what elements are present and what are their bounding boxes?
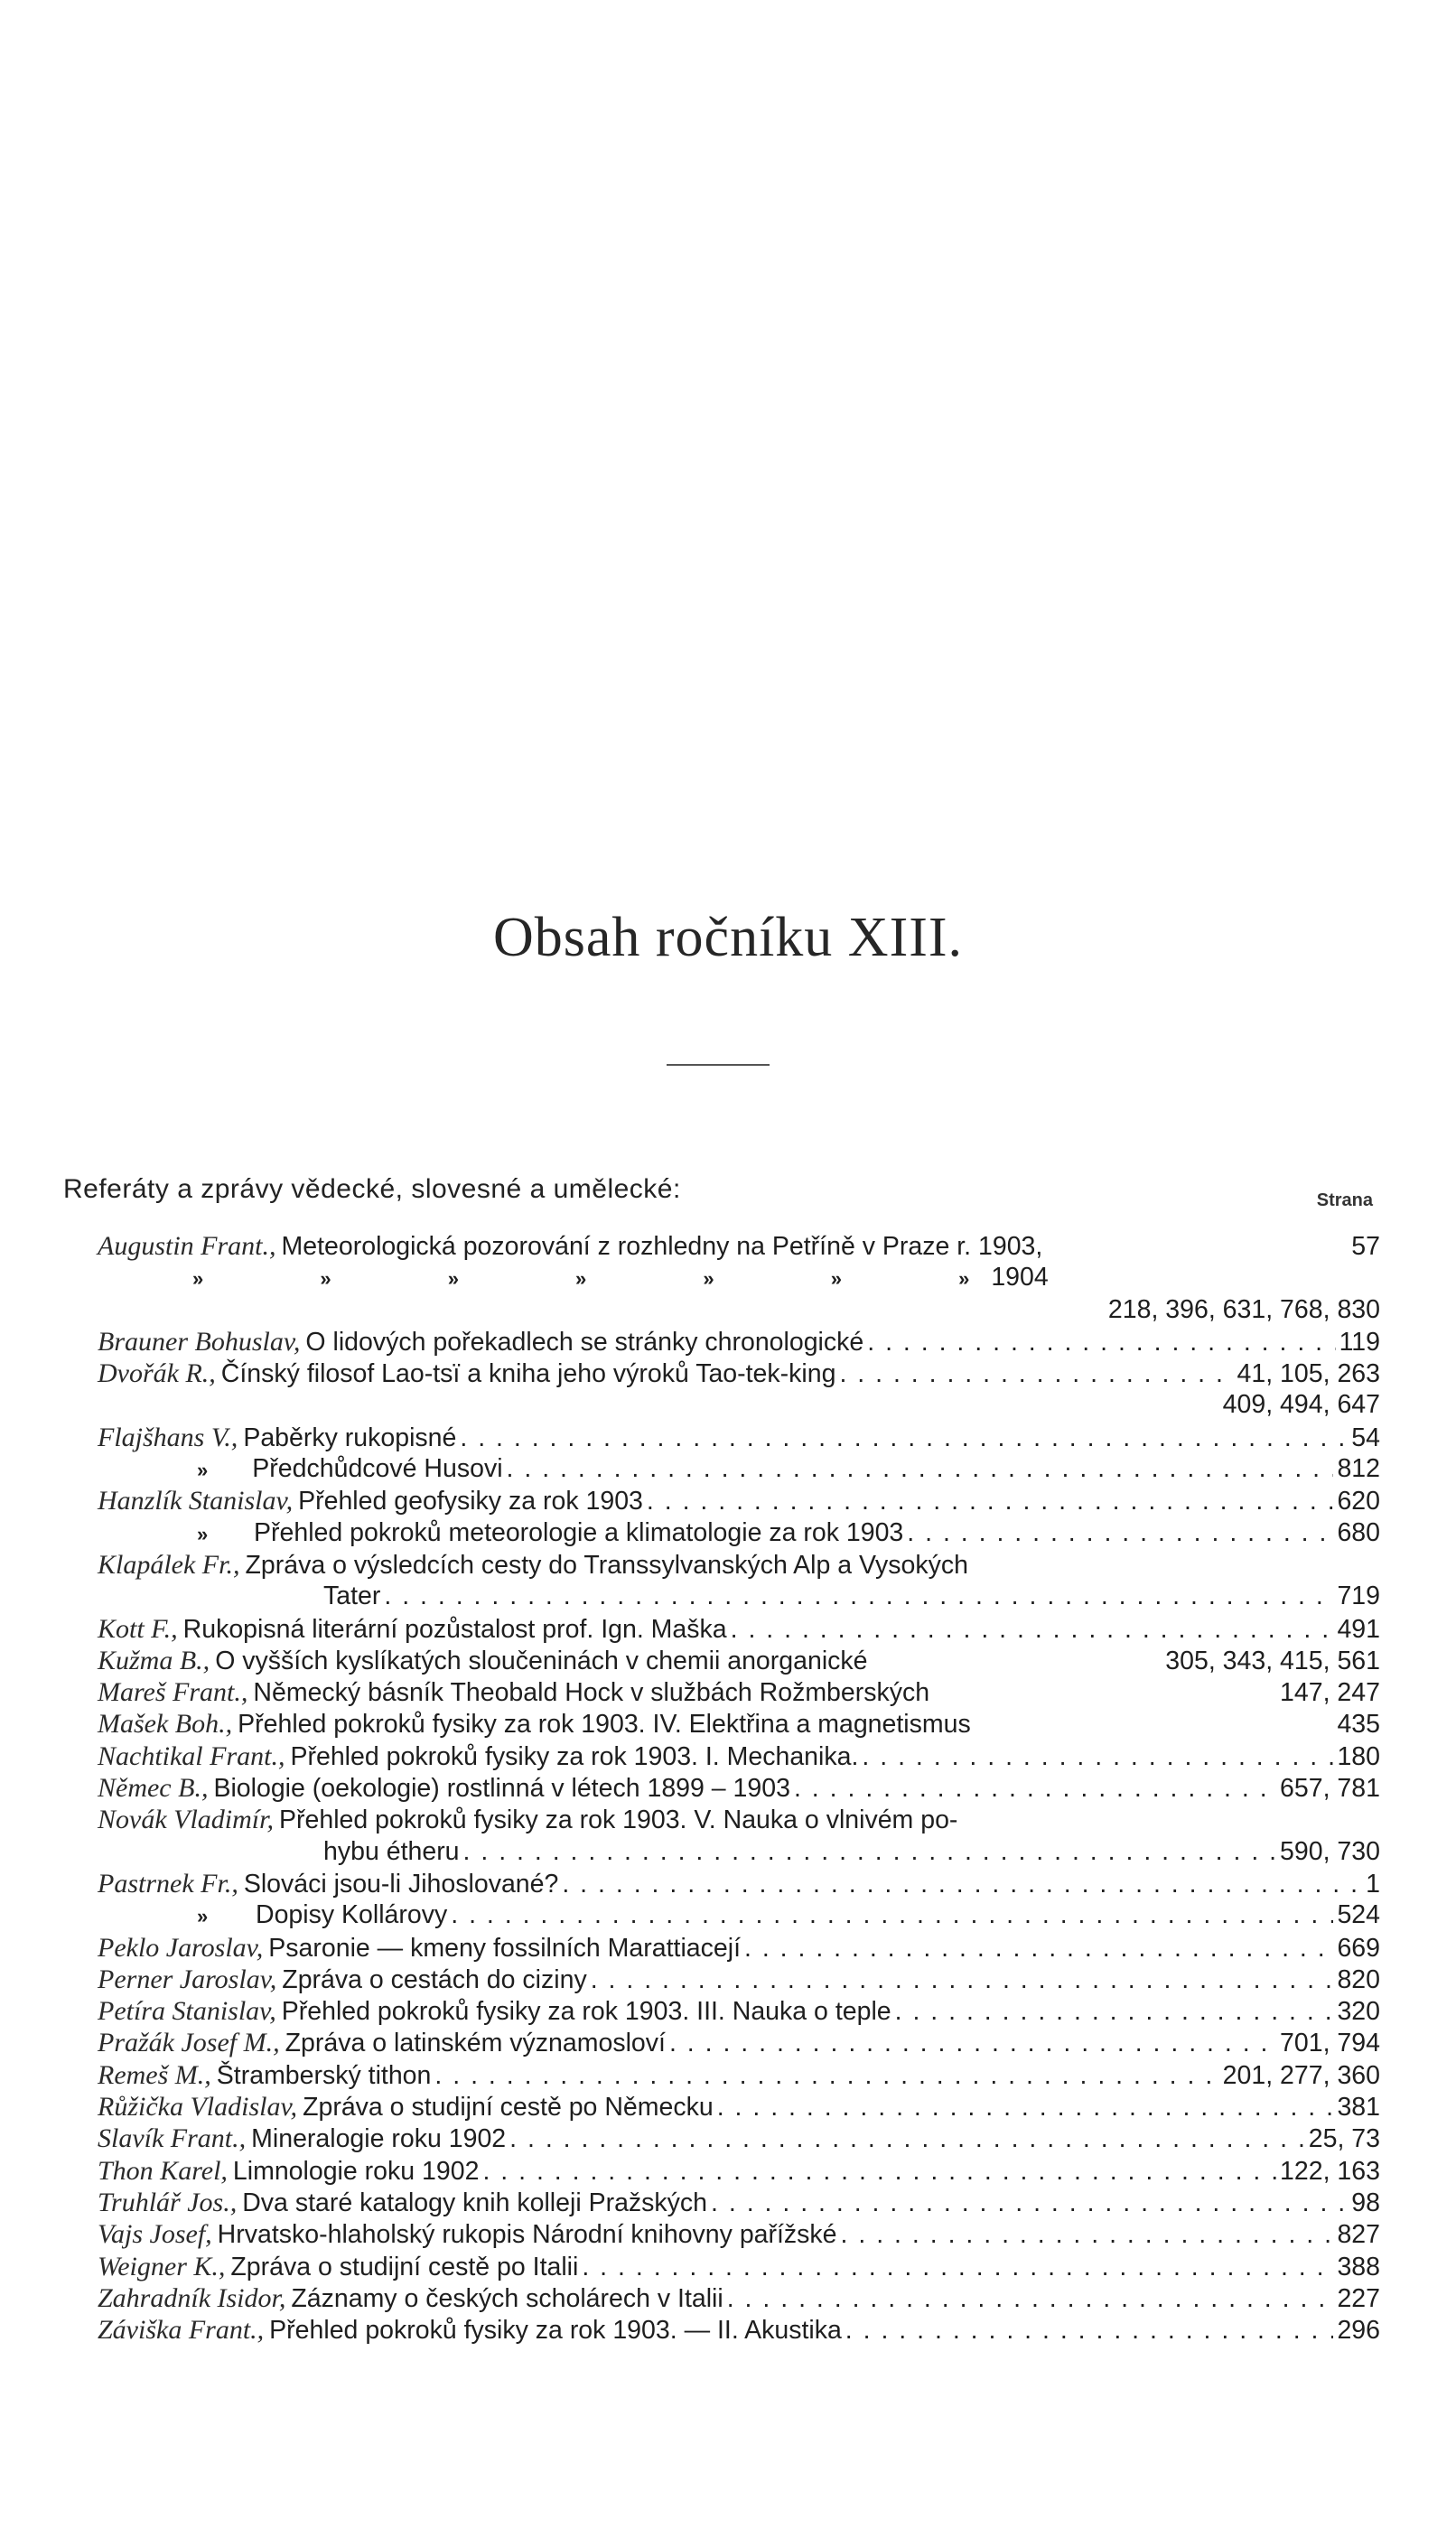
dot-leader [463,1837,1277,1867]
entry-author: Flajšhans V., [98,1422,238,1452]
entry-pages: 296 [1337,2316,1380,2346]
entry-author: Perner Jaroslav, [98,1964,277,1994]
entry-title: Přehled pokroků fysiky za rok 1903. III. Nauka o teple [281,1997,891,2027]
entry-author: Brauner Bohuslav, [98,1326,301,1357]
entry-pages: 227 [1337,2283,1380,2313]
dot-leader [744,1934,1333,1964]
list-item [98,1327,1380,1358]
entry-author: Hanzlík Stanislav, [98,1486,294,1516]
entry-title: Paběrky rukopisné [243,1423,457,1452]
dot-leader [711,2188,1348,2218]
ditto-mark: » [197,1905,209,1928]
list-item [98,1423,1380,1454]
dot-leader [727,2284,1334,2314]
entry-author: Vajs Josef, [98,2219,212,2250]
entry-title: Zpráva o latinském významosloví [285,2029,666,2058]
list-item [98,1741,1380,1773]
list-item [98,2219,1380,2251]
entry-author: Kužma B., [98,1645,210,1675]
entry-pages: 701, 794 [1280,2029,1380,2058]
list-item [98,2315,1380,2347]
dot-leader [384,1582,1333,1611]
entry-title-continued: hybu étheru [323,1836,460,1866]
dot-leader [731,1615,1334,1645]
entry-author: Petíra Stanislav, [98,1996,276,2027]
dot-leader [717,2093,1334,2123]
page-title: Obsah ročníku XIII. [492,907,964,968]
entry-title: Limnologie roku 1902 [232,2156,480,2186]
entry-title: Zpráva o studijní cestě po Německu [303,2093,714,2123]
list-item [98,1231,1380,1263]
dot-leader [895,1997,1334,2027]
entry-pages: 180 [1337,1741,1380,1771]
entry-pages: 719 [1337,1582,1380,1611]
entry-author: Růžička Vladislav, [98,2092,298,2123]
entry-author: Weigner K., [98,2251,226,2281]
entry-title: Meteorologická pozorování z rozhledny na Petříně v Praze r. 1903, [281,1232,1043,1261]
entry-title: Dopisy Kollárovy [256,1900,448,1930]
dot-leader [460,1423,1348,1453]
title-divider [667,1064,770,1066]
list-item [98,2252,1380,2283]
dot-leader [862,1742,1333,1772]
entry-pages: 680 [1337,1517,1380,1547]
dot-leader [591,1965,1334,1995]
list-item [98,2028,1380,2059]
list-item [98,1805,1380,1836]
entry-author: Kott F., [98,1613,178,1644]
list-item [98,2092,1380,2123]
entry-title: Předchůdcové Husovi [252,1454,503,1484]
list-item [98,1390,1380,1422]
list-item [98,1295,1380,1327]
entry-title: Mineralogie roku 1902 [251,2124,507,2154]
entry-title: Přehled pokroků fysiky za rok 1903. — II. Akustika [269,2316,842,2346]
list-item [98,2156,1380,2188]
entry-author: Klapálek Fr., [98,1549,240,1580]
entry-pages: 98 [1351,2188,1380,2217]
entry-pages: 218, 396, 631, 768, 830 [1107,1294,1380,1324]
entry-pages: 122, 163 [1280,2156,1380,2186]
entry-title: Německý básník Theobald Hock v službách Rožmberských [253,1678,930,1708]
entry-title-continued: Tater [323,1582,381,1611]
entry-title: Zpráva o studijní cestě po Italii [230,2252,579,2281]
list-item [98,1900,1380,1932]
entry-author: Novák Vladimír, [98,1805,274,1835]
entry-author: Slavík Frant., [98,2123,247,2154]
dot-leader [434,2061,1218,2091]
list-item [98,2123,1380,2155]
entry-pages: 305, 343, 415, 561 [1165,1646,1380,1675]
entry-title: Přehled pokroků fysiky za rok 1903. IV. Elektřina a magnetismus [238,1710,971,1740]
entry-author: Záviška Frant., [98,2315,265,2346]
dot-leader [841,2220,1334,2250]
entry-pages: 54 [1351,1423,1380,1452]
entry-title: Přehled pokroků fysiky za rok 1903. I. Mechanika. [290,1741,859,1771]
list-item [98,1646,1380,1677]
entry-pages: 657, 781 [1280,1774,1380,1804]
ditto-mark: » [197,1459,209,1482]
list-item [98,1677,1380,1709]
entry-pages: 147, 247 [1280,1678,1380,1708]
dot-leader [867,1328,1335,1358]
entry-author: Peklo Jaroslav, [98,1932,264,1963]
ditto-marks: » » » » » » » [192,1267,983,1291]
entry-title: Biologie (oekologie) rostlinná v létech 1899 – 1903 [213,1774,790,1804]
entry-title: O lidových pořekadlech se stránky chronologické [305,1327,864,1357]
list-item [98,2060,1380,2092]
entry-title: Zpráva o cestách do ciziny [282,1964,587,1994]
list-item [98,1486,1380,1517]
entry-author: Němec B., [98,1773,209,1804]
entry-pages: 388 [1337,2252,1380,2281]
page-column-label: Strana [1316,1190,1373,1210]
entry-pages: 620 [1337,1487,1380,1516]
dot-leader [845,2316,1334,2346]
list-item [98,1263,1380,1294]
list-item [98,1933,1380,1964]
entry-author: Nachtikal Frant., [98,1740,285,1771]
entry-pages: 41, 105, 263 [1237,1359,1380,1389]
entry-pages: 381 [1337,2093,1380,2123]
entry-author: Remeš M., [98,2059,211,2090]
entry-title: Čínský filosof Lao-tsï a kniha jeho výroků Tao-tek-king [220,1359,836,1389]
dot-leader [482,2157,1276,2187]
entry-author: Thon Karel, [98,2155,228,2186]
section-heading: Referáty a zprávy vědecké, slovesné a umělecké: [63,1174,681,1204]
entry-pages: 119 [1339,1327,1380,1357]
list-item [98,1454,1380,1486]
entry-title: Hrvatsko-hlaholský rukopis Národní knihovny pařížské [217,2220,837,2250]
entry-pages: 524 [1337,1900,1380,1930]
entry-pages: 669 [1337,1933,1380,1963]
dot-leader [669,2029,1276,2058]
entry-title: Záznamy o českých scholárech v Italii [291,2283,723,2313]
entry-author: Truhlář Jos., [98,2187,238,2217]
list-item [98,1550,1380,1582]
entry-title: Přehled pokroků meteorologie a klimatologie za rok 1903 [254,1517,904,1547]
dot-leader [509,2124,1305,2154]
entry-pages: 409, 494, 647 [1222,1390,1380,1420]
entry-author: Mareš Frant., [98,1677,248,1708]
dot-leader [794,1774,1276,1804]
entry-author: Dvořák R., [98,1358,216,1389]
entry-author: Mašek Boh., [98,1709,233,1740]
list-item [98,2188,1380,2219]
entry-pages: 320 [1337,1997,1380,2027]
list-item [98,1996,1380,2028]
list-item [98,1869,1380,1900]
entry-title: Slováci jsou-li Jihoslované? [243,1869,559,1899]
list-item [98,1614,1380,1646]
entry-author: Zahradník Isidor, [98,2282,286,2313]
entry-pages: 820 [1337,1964,1380,1994]
entry-pages: 812 [1337,1454,1380,1484]
list-item [98,2283,1380,2315]
entry-pages: 1 [1366,1869,1380,1899]
entry-title: Přehled geofysiky za rok 1903 [298,1487,643,1516]
list-item [98,1773,1380,1805]
dot-leader [451,1900,1333,1930]
dot-leader [507,1454,1334,1484]
entry-title: Rukopisná literární pozůstalost prof. Ign. Maška [182,1614,727,1644]
entry-title: Psaronie — kmeny fossilních Marattiacejí [268,1933,741,1963]
entry-author: Pastrnek Fr., [98,1868,238,1899]
list-item [98,1518,1380,1550]
dot-leader [582,2253,1333,2282]
dot-leader [839,1359,1233,1389]
entry-pages: 827 [1337,2220,1380,2250]
entry-pages: 491 [1337,1614,1380,1644]
entry-title: 1904 [991,1263,1049,1292]
entry-title: O vyšších kyslíkatých sloučeninách v chemii anorganické [215,1646,868,1675]
entry-pages: 590, 730 [1280,1836,1380,1866]
list-item [98,1709,1380,1740]
dot-leader [907,1518,1333,1548]
table-of-contents [98,1231,1380,2347]
entry-author: Pražák Josef M., [98,2028,280,2058]
entry-pages: 57 [1351,1232,1380,1261]
list-item [98,1964,1380,1996]
entry-title: Dva staré katalogy knih kolleji Pražských [242,2188,708,2217]
list-item [98,1837,1380,1869]
dot-leader [562,1870,1362,1899]
list-item [98,1582,1380,1613]
dot-leader [647,1487,1334,1516]
entry-pages: 435 [1337,1710,1380,1740]
ditto-mark: » [197,1522,209,1545]
entry-title: Zpráva o výsledcích cesty do Transsylvanských Alp a Vysokých [245,1550,968,1580]
entry-author: Augustin Frant., [98,1231,276,1261]
entry-title: Štramberský tithon [216,2060,432,2090]
entry-title: Přehled pokroků fysiky za rok 1903. V. Nauka o vlnivém po- [279,1806,958,1835]
entry-pages: 201, 277, 360 [1222,2060,1380,2090]
list-item [98,1358,1380,1390]
entry-pages: 25, 73 [1308,2124,1380,2154]
